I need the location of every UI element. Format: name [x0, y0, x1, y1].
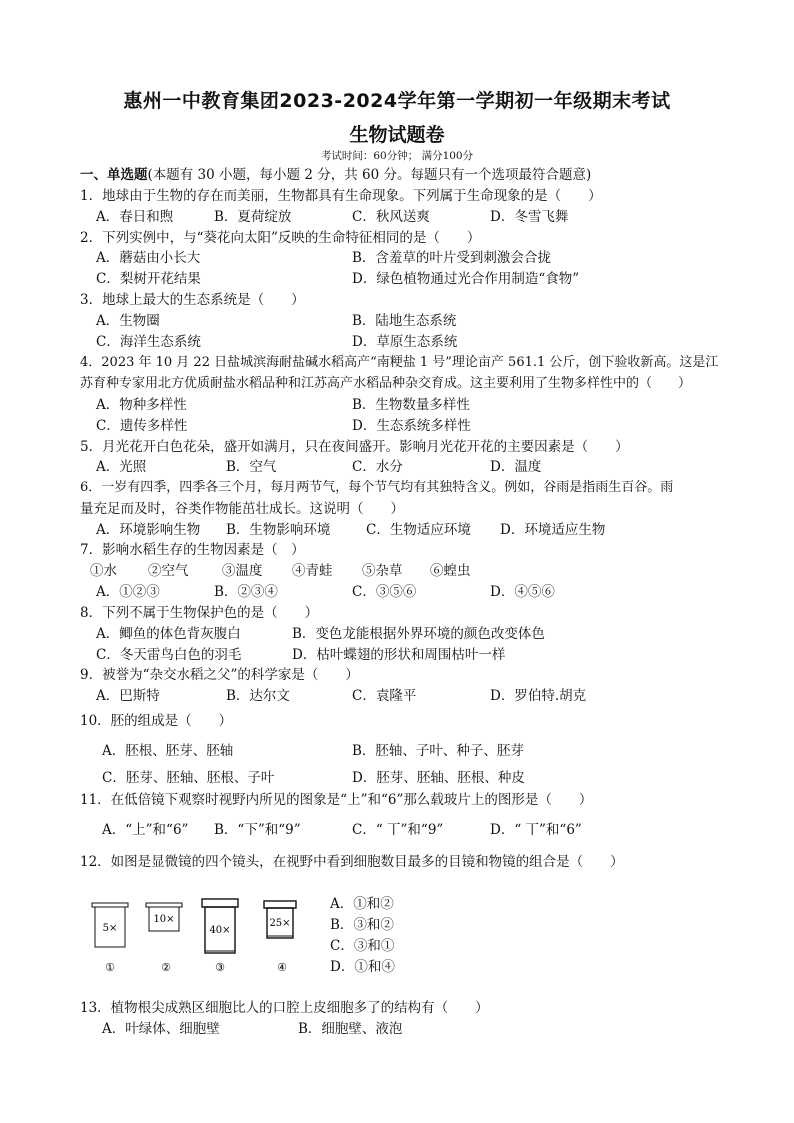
- question-2-option-b[interactable]: B．含羞草的叶片受到刺激会合拢: [352, 250, 551, 266]
- question-11-option-a[interactable]: A．“上”和“6”: [102, 822, 189, 838]
- question-7-item: ⑤杂草: [362, 563, 403, 579]
- lens-4-number: ④: [277, 961, 287, 974]
- question-3-option-b[interactable]: B．陆地生态系统: [352, 313, 457, 329]
- lens-4-label: 25×: [269, 918, 291, 929]
- question-11-option-b[interactable]: B．“下”和“9”: [214, 822, 301, 838]
- lens-3-icon: [202, 899, 238, 974]
- question-7-item: ⑥蝗虫: [430, 563, 471, 579]
- question-13-option-a[interactable]: A．叶绿体、细胞壁: [102, 1021, 220, 1037]
- question-2-option-a[interactable]: A．蘑菇由小长大: [96, 250, 201, 266]
- question-2-stem: 2．下列实例中，与“葵花向太阳”反映的生命特征相同的是（ ）: [80, 230, 481, 246]
- question-6-stem-line1: 6．一岁有四季，四季各三个月，每月两节气，每个节气均有其独特含义。例如，谷雨是指雨生百谷。雨: [80, 480, 674, 495]
- question-12-stem: 12．如图是显微镜的四个镜头，在视野中看到细胞数目最多的目镜和物镜的组合是（ ）: [80, 854, 624, 870]
- question-13-option-b[interactable]: B．细胞壁、液泡: [298, 1021, 403, 1037]
- question-3-option-a[interactable]: A．生物圈: [96, 313, 160, 329]
- question-6-option-d[interactable]: D．环境适应生物: [500, 522, 606, 538]
- question-1-stem: 1．地球由于生物的存在而美丽，生物都具有生命现象。下列属于生命现象的是（ ）: [80, 188, 602, 204]
- question-7-option-b[interactable]: B．②③④: [214, 584, 278, 600]
- lens-2-number: ②: [161, 961, 171, 974]
- question-9-option-c[interactable]: C．袁隆平: [352, 688, 417, 704]
- exam-title: 惠州一中教育集团2023-2024学年第一学期初一年级期末考试: [123, 90, 671, 112]
- question-9-option-a[interactable]: A．巴斯特: [96, 688, 160, 704]
- question-5-option-c[interactable]: C．水分: [352, 459, 403, 475]
- question-7-item: ①水: [90, 563, 117, 579]
- question-4-stem-line1: 4．2023 年 10 月 22 日盐城滨海耐盐碱水稻高产“南粳盐 1 号”理论亩产 561.1 公斤，创下验收新高。这是江: [80, 355, 719, 370]
- question-8-stem: 8．下列不属于生物保护色的是（ ）: [80, 605, 319, 621]
- question-1-option-c[interactable]: C．秋风送爽: [352, 209, 430, 225]
- question-2-option-c[interactable]: C．梨树开花结果: [96, 271, 201, 287]
- question-8-option-a[interactable]: A．鲫鱼的体色背灰腹白: [96, 626, 241, 642]
- question-4-stem-line2: 苏育种专家用北方优质耐盐水稻品种和江苏高产水稻品种杂交育成。这主要利用了生物多样性中的（ ）: [80, 376, 692, 391]
- question-2-option-d[interactable]: D．绿色植物通过光合作用制造“食物”: [352, 271, 580, 287]
- question-1-option-b[interactable]: B．夏荷绽放: [214, 209, 292, 225]
- lens-1-number: ①: [105, 961, 115, 974]
- question-7-item: ③温度: [222, 563, 263, 579]
- lens-2-label: 10×: [153, 914, 175, 925]
- lens-1-label: 5×: [102, 923, 118, 934]
- question-5-option-b[interactable]: B．空气: [226, 459, 277, 475]
- section-heading: [80, 166, 591, 184]
- question-7-item: ②空气: [148, 563, 189, 579]
- question-7-option-a[interactable]: A．①②③: [96, 584, 160, 600]
- question-4-option-d[interactable]: D．生态系统多样性: [352, 418, 471, 434]
- lens-4-icon: [264, 901, 296, 974]
- question-6-option-a[interactable]: A．环境影响生物: [96, 522, 201, 538]
- question-3-option-d[interactable]: D．草原生态系统: [352, 334, 458, 350]
- question-7-option-d[interactable]: D．④⑤⑥: [490, 584, 555, 600]
- question-9-option-b[interactable]: B．达尔文: [226, 688, 290, 704]
- lens-3-label: 40×: [209, 925, 231, 936]
- question-13-stem: 13．植物根尖成熟区细胞比人的口腔上皮细胞多了的结构有（ ）: [80, 1000, 489, 1016]
- question-1-option-d[interactable]: D．冬雪飞舞: [490, 209, 569, 225]
- question-6-option-b[interactable]: B．生物影响环境: [226, 522, 331, 538]
- question-6-stem-line2: 量充足而及时，谷类作物能茁壮成长。这说明（ ）: [80, 501, 404, 517]
- question-7-stem: 7．影响水稻生存的生物因素是（ ）: [80, 542, 305, 558]
- question-11-option-d[interactable]: D．“ 丅”和“6”: [490, 822, 582, 838]
- question-10-option-c[interactable]: C．胚芽、胚轴、胚根、子叶: [102, 770, 275, 786]
- microscope-lens-figure: [86, 895, 316, 985]
- question-12-option-d[interactable]: D．①和④: [330, 959, 395, 975]
- question-10-option-a[interactable]: A．胚根、胚芽、胚轴: [102, 743, 234, 759]
- question-10-option-d[interactable]: D．胚芽、胚轴、胚根、种皮: [352, 770, 525, 786]
- question-3-option-c[interactable]: C．海洋生态系统: [96, 334, 201, 350]
- question-7-option-c[interactable]: C．③⑤⑥: [352, 584, 417, 600]
- exam-info: 考试时间：60分钟； 满分100分: [320, 150, 474, 162]
- question-3-stem: 3．地球上最大的生态系统是（ ）: [80, 292, 305, 308]
- question-8-option-d[interactable]: D．枯叶蝶翅的形状和周围枯叶一样: [292, 647, 506, 663]
- question-4-option-b[interactable]: B．生物数量多样性: [352, 397, 470, 413]
- question-5-option-a[interactable]: A．光照: [96, 459, 147, 475]
- question-6-option-c[interactable]: C．生物适应环境: [366, 522, 471, 538]
- question-10-option-b[interactable]: B．胚轴、子叶、种子、胚芽: [352, 743, 524, 759]
- question-12-option-c[interactable]: C．③和①: [330, 938, 395, 954]
- question-12-option-a[interactable]: A．①和②: [330, 896, 394, 912]
- lens-3-number: ③: [215, 961, 225, 974]
- question-11-option-c[interactable]: C．“ 丅”和“9”: [352, 822, 444, 838]
- question-1-option-a[interactable]: A．春日和煦: [96, 209, 174, 225]
- question-5-stem: 5．月光花开白色花朵，盛开如满月，只在夜间盛开。影响月光花开花的主要因素是（ ）: [80, 439, 629, 455]
- question-4-option-a[interactable]: A．物种多样性: [96, 397, 187, 413]
- section-title: 一、单选题: [80, 167, 148, 183]
- question-9-option-d[interactable]: D．罗伯特.胡克: [490, 688, 587, 704]
- question-8-option-c[interactable]: C．冬天雷鸟白色的羽毛: [96, 647, 242, 663]
- question-7-item: ④青蛙: [292, 563, 333, 579]
- question-9-stem: 9．被誉为“杂交水稻之父”的科学家是（ ）: [80, 667, 359, 683]
- paper-subtitle: 生物试题卷: [349, 124, 445, 146]
- section-note: (本题有 30 小题，每小题 2 分，共 60 分。每题只有一个选项最符合题意): [147, 167, 592, 183]
- lens-2-icon: [146, 903, 182, 974]
- question-8-option-b[interactable]: B．变色龙能根据外界环境的颜色改变体色: [292, 626, 545, 642]
- question-10-stem: 10．胚的组成是（ ）: [80, 713, 233, 729]
- question-11-stem: 11．在低倍镜下观察时视野内所见的图象是“上”和“6”那么载玻片上的图形是（ ）: [80, 792, 593, 808]
- question-5-option-d[interactable]: D．温度: [490, 459, 542, 475]
- question-12-option-b[interactable]: B．③和②: [330, 917, 394, 933]
- lens-1-icon: [92, 903, 128, 974]
- question-4-option-c[interactable]: C．遗传多样性: [96, 418, 188, 434]
